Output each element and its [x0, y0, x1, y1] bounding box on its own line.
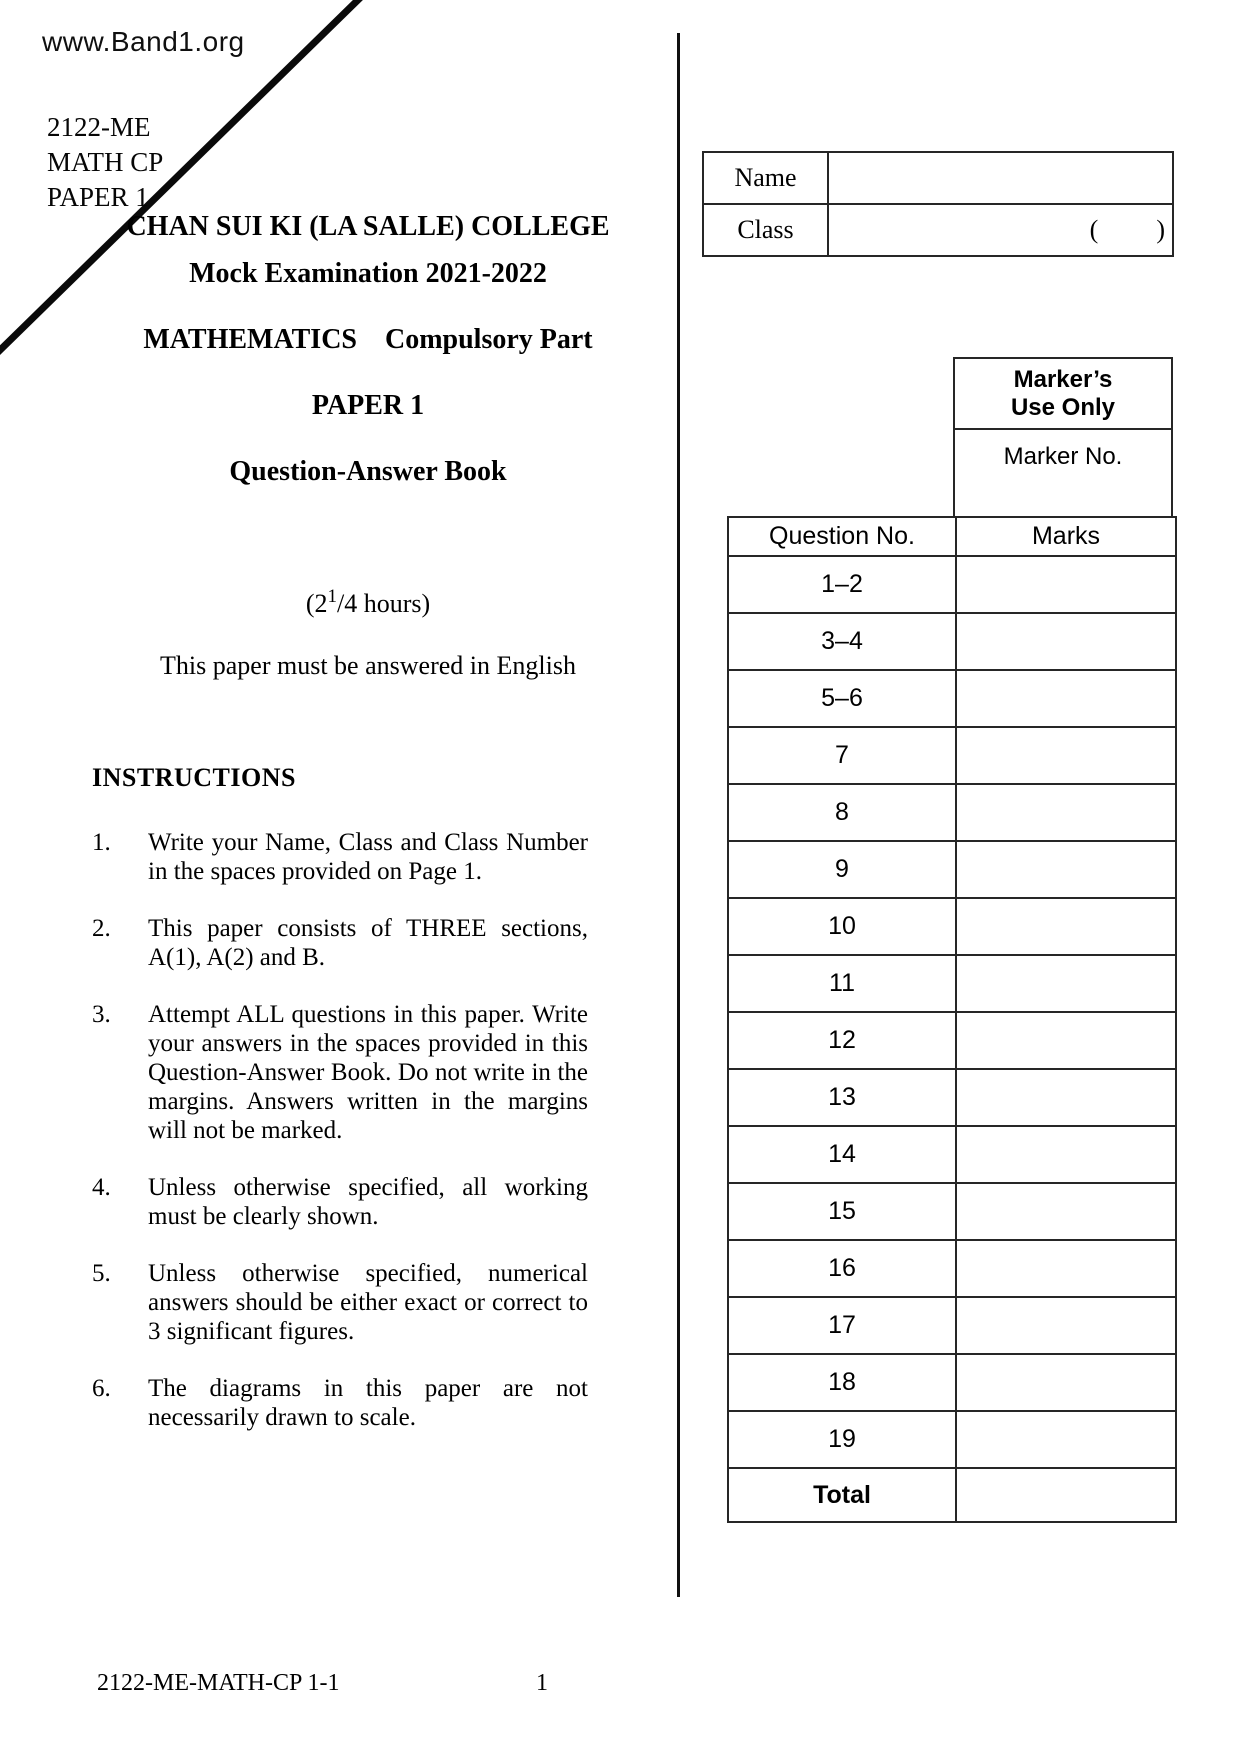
total-marks-cell — [955, 1469, 1175, 1521]
name-value-cell — [829, 153, 1172, 205]
instruction-text: Unless otherwise specified, all working must be clearly shown. — [148, 1174, 588, 1230]
subject-line — [58, 324, 678, 356]
watermark-url: www.Band1.org — [42, 26, 245, 57]
question-no-cell: 14 — [729, 1127, 955, 1184]
marks-table-header-marks: Marks — [955, 518, 1175, 557]
name-label: Name — [704, 153, 829, 205]
question-no-cell: 12 — [729, 1013, 955, 1070]
instruction-item — [92, 1259, 588, 1346]
marker-use-only-box — [953, 357, 1173, 518]
subject-part: Compulsory Part — [384, 324, 593, 355]
paper-code-line: 2122-ME — [47, 112, 151, 142]
class-number-paren-close: ) — [1156, 215, 1165, 244]
instruction-number: 3. — [92, 1001, 111, 1028]
total-label-cell: Total — [813, 1480, 871, 1509]
instruction-text: This paper consists of THREE sections, A(1), A(2) and B. — [148, 915, 588, 971]
question-no-cell: 11 — [729, 956, 955, 1013]
marker-box-title — [955, 359, 1171, 430]
question-no-cell: 15 — [729, 1184, 955, 1241]
candidate-info-table — [702, 151, 1174, 257]
duration-rest: /4 hours) — [337, 589, 431, 618]
marks-table-header-question: Question No. — [729, 518, 955, 557]
instruction-text: Unless otherwise specified, numerical answers should be either exact or correct to 3 significant figures. — [148, 1260, 588, 1345]
instruction-item — [92, 1374, 588, 1432]
marks-cell — [955, 1127, 1175, 1184]
marker-no-label: Marker No. — [1003, 443, 1123, 470]
language-note: This paper must be answered in English — [160, 651, 576, 680]
marks-cell — [955, 1184, 1175, 1241]
instruction-text: Attempt ALL questions in this paper. Write your answers in the spaces provided in this Question-Answer Book. Do not write in the margins. Answers written in the margins will not be marked. — [148, 1001, 588, 1144]
instruction-number: 6. — [92, 1375, 111, 1402]
marker-box-title-line1: Marker’s — [1013, 365, 1113, 393]
book-type: Question-Answer Book — [229, 456, 507, 487]
question-no-cell: 18 — [729, 1355, 955, 1412]
marks-cell — [955, 557, 1175, 614]
instruction-item — [92, 828, 588, 886]
instruction-number: 1. — [92, 829, 111, 856]
question-no-cell: 17 — [729, 1298, 955, 1355]
duration-line — [58, 586, 678, 619]
marks-cell — [955, 1070, 1175, 1127]
instruction-item — [92, 1000, 588, 1145]
marks-table — [727, 516, 1177, 1523]
class-value-cell — [829, 205, 1172, 255]
marks-cell — [955, 785, 1175, 842]
marks-cell — [955, 671, 1175, 728]
question-no-cell: 13 — [729, 1070, 955, 1127]
marks-cell — [955, 842, 1175, 899]
question-no-cell: 8 — [729, 785, 955, 842]
paper-code-line: PAPER 1 — [47, 182, 149, 212]
marker-box-title-line2: Use Only — [1010, 393, 1116, 421]
exam-title: Mock Examination 2021-2022 — [189, 258, 547, 289]
marks-cell — [955, 728, 1175, 785]
footer-page-number: 1 — [536, 1670, 548, 1696]
subject-name: MATHEMATICS — [143, 324, 357, 355]
marks-cell — [955, 956, 1175, 1013]
question-no-cell: 1–2 — [729, 557, 955, 614]
marks-cell — [955, 1241, 1175, 1298]
instruction-number: 4. — [92, 1174, 111, 1201]
marks-cell — [955, 1412, 1175, 1469]
duration-open: (2 — [305, 589, 328, 618]
title-block — [58, 0, 678, 700]
duration-superscript: 1 — [327, 586, 337, 607]
class-number-paren-open: ( — [1089, 215, 1099, 244]
question-no-cell: 19 — [729, 1412, 955, 1469]
instruction-number: 2. — [92, 915, 111, 942]
instruction-text: The diagrams in this paper are not necessarily drawn to scale. — [148, 1375, 588, 1431]
instruction-item — [92, 914, 588, 972]
question-no-cell: 3–4 — [729, 614, 955, 671]
instructions-heading: INSTRUCTIONS — [92, 763, 296, 792]
paper-code-line: MATH CP — [47, 147, 164, 177]
instruction-number: 5. — [92, 1260, 111, 1287]
marks-cell — [955, 614, 1175, 671]
school-name: CHAN SUI KI (LA SALLE) COLLEGE — [126, 211, 610, 242]
instruction-item — [92, 1173, 588, 1231]
marks-cell — [955, 1298, 1175, 1355]
question-no-cell: 10 — [729, 899, 955, 956]
paper-number: PAPER 1 — [311, 390, 425, 421]
class-label: Class — [704, 205, 829, 255]
marks-cell — [955, 1355, 1175, 1412]
instructions-list — [92, 828, 588, 1460]
instruction-text: Write your Name, Class and Class Number in the spaces provided on Page 1. — [148, 829, 588, 885]
question-no-cell: 5–6 — [729, 671, 955, 728]
footer-doc-code: 2122-ME-MATH-CP 1-1 — [97, 1670, 340, 1696]
question-no-cell: 16 — [729, 1241, 955, 1298]
marks-cell — [955, 1013, 1175, 1070]
question-no-cell: 9 — [729, 842, 955, 899]
question-no-cell: 7 — [729, 728, 955, 785]
marks-cell — [955, 899, 1175, 956]
